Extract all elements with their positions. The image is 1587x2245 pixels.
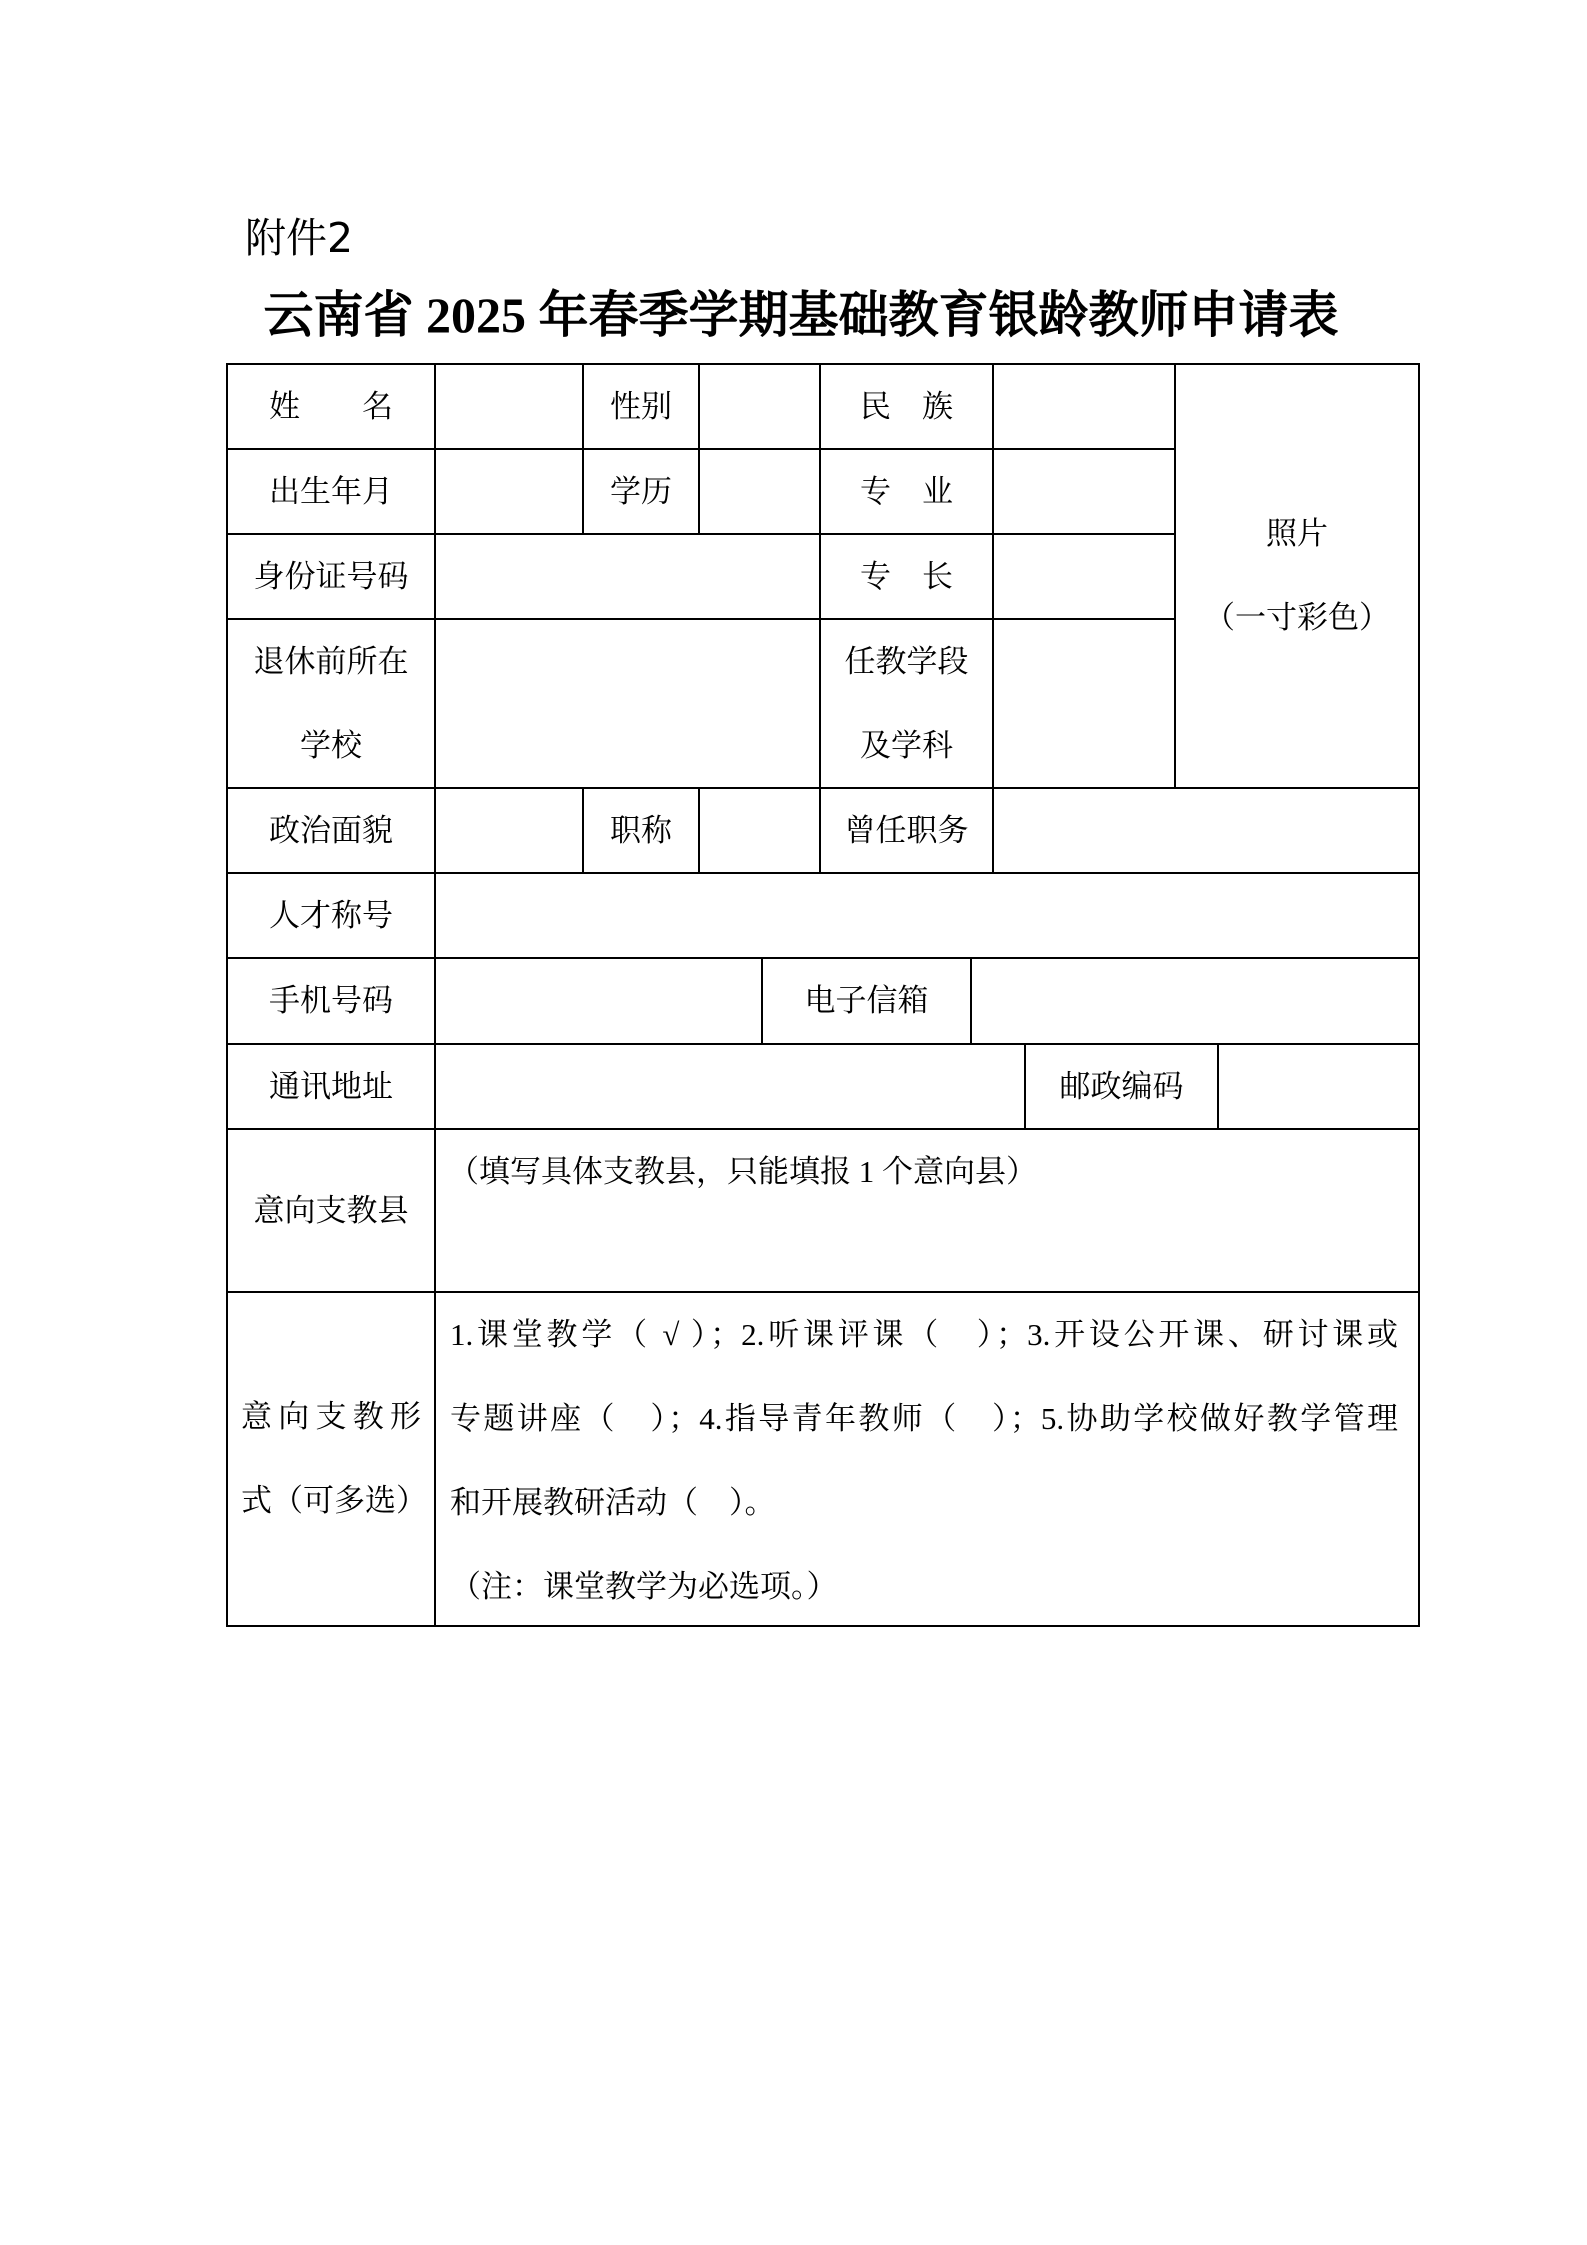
school-label-line: 退休前所在 <box>253 643 409 679</box>
teaching-stage-subject-field <box>994 620 1176 789</box>
application-form-table <box>226 363 1420 1627</box>
attachment-label: 附件2 <box>245 214 354 262</box>
id-number-label: 身份证号码 <box>228 535 436 620</box>
email-field <box>972 959 1420 1045</box>
ethnicity-field <box>994 365 1176 450</box>
specialty-field <box>994 535 1176 620</box>
support-form-options-line: 1.课堂教学（ √ ）；2.听课评课（ ）；3.开设公开课、研讨课或 <box>450 1317 1398 1352</box>
education-field <box>700 450 821 535</box>
photo-label: 照片 <box>1266 516 1328 551</box>
address-field <box>436 1045 1026 1130</box>
photo-box <box>1176 365 1420 789</box>
support-form-options-line: 和开展教研活动（ ）。 <box>450 1485 776 1520</box>
photo-size-note: （一寸彩色） <box>1204 600 1390 635</box>
former-positions-field <box>994 789 1420 874</box>
birth-date-label: 出生年月 <box>228 450 436 535</box>
ethnicity-label: 民 族 <box>821 365 994 450</box>
support-forms-label-text <box>241 1375 427 1543</box>
support-forms-label <box>228 1293 436 1627</box>
email-label: 电子信箱 <box>763 959 972 1045</box>
major-label: 专 业 <box>821 450 994 535</box>
former-positions-label: 曾任职务 <box>821 789 994 874</box>
birth-date-field <box>436 450 584 535</box>
education-label: 学历 <box>584 450 700 535</box>
support-form-options-line: 专题讲座（ ）；4.指导青年教师（ ）；5.协助学校做好教学管理 <box>450 1401 1398 1436</box>
postcode-field <box>1219 1045 1420 1130</box>
professional-title-field <box>700 789 821 874</box>
subject-label-line: 及学科 <box>860 727 953 763</box>
form-title: 云南省 2025 年春季学期基础教育银龄教师申请表 <box>263 287 1339 343</box>
gender-label: 性别 <box>584 365 700 450</box>
name-field <box>436 365 584 450</box>
support-forms-label-line: 意向支教形 <box>241 1399 421 1434</box>
support-forms-field <box>436 1293 1420 1627</box>
school-before-retirement-label <box>228 620 436 789</box>
political-status-label: 政治面貌 <box>228 789 436 874</box>
professional-title-label: 职称 <box>584 789 700 874</box>
name-label: 姓 名 <box>228 365 436 450</box>
intended-county-label: 意向支教县 <box>228 1130 436 1293</box>
subject-label-line: 任教学段 <box>844 643 969 679</box>
gender-field <box>700 365 821 450</box>
talent-title-field <box>436 874 1420 959</box>
specialty-label: 专 长 <box>821 535 994 620</box>
school-before-retirement-field <box>436 620 821 789</box>
teaching-stage-subject-label <box>821 620 994 789</box>
political-status-field <box>436 789 584 874</box>
support-forms-label-line: 式（可多选） <box>241 1483 427 1518</box>
major-field <box>994 450 1176 535</box>
talent-title-label: 人才称号 <box>228 874 436 959</box>
intended-county-hint: （填写具体支教县，只能填报 1 个意向县） <box>448 1154 1037 1189</box>
postcode-label: 邮政编码 <box>1026 1045 1219 1130</box>
support-form-note: （注：课堂教学为必选项。） <box>450 1569 838 1604</box>
id-number-field <box>436 535 821 620</box>
mobile-label: 手机号码 <box>228 959 436 1045</box>
address-label: 通讯地址 <box>228 1045 436 1130</box>
intended-county-field <box>436 1130 1420 1293</box>
school-label-line: 学校 <box>300 727 362 763</box>
mobile-field <box>436 959 763 1045</box>
